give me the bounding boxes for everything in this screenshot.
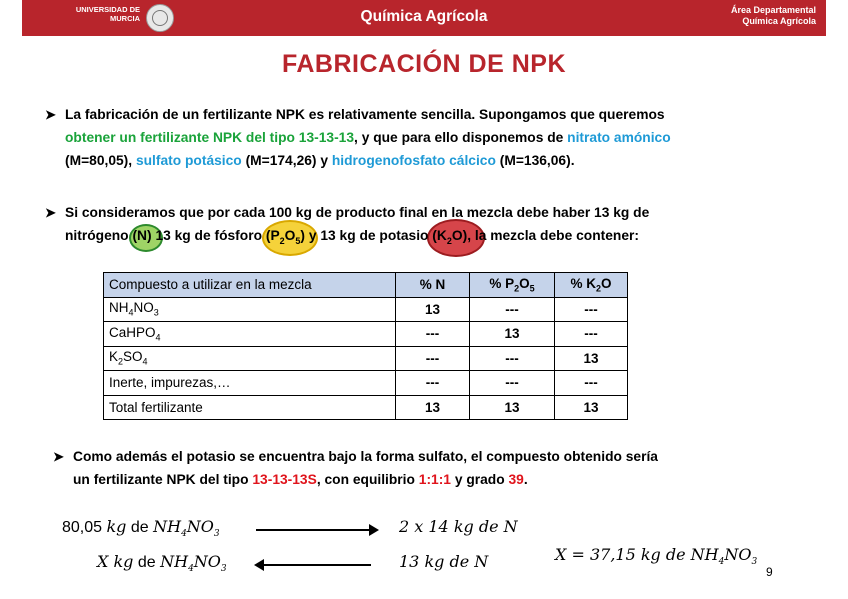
composition-table [103, 272, 628, 420]
text: O [519, 275, 530, 291]
text: NH [153, 517, 182, 536]
text: y 13 kg de potasio [305, 228, 433, 243]
grade-value: 39 [508, 472, 524, 487]
cell-p: --- [470, 371, 555, 396]
nitrogen-symbol: (N) [132, 228, 152, 243]
text: X kg [97, 552, 134, 571]
sulfato-potasico-text: sulfato potásico [135, 153, 242, 168]
subscript: 2 [118, 357, 124, 368]
paragraph-2-line-1 [45, 201, 805, 224]
text: NO [186, 517, 214, 536]
dept-line-1: Área Departamental [730, 5, 816, 15]
text: Como además el potasio se encuentra bajo la forma sulfato, el compuesto obtenido sería [73, 449, 658, 464]
compound-name [104, 297, 396, 322]
left-arrow-icon [262, 564, 371, 566]
cell-p: --- [470, 346, 555, 371]
npk-type-result: 13-13-13S [252, 472, 317, 487]
cell-n: --- [396, 371, 470, 396]
text: (K [432, 228, 447, 243]
text: un fertilizante NPK del tipo [73, 472, 253, 487]
compound-name: Inerte, impurezas,… [104, 371, 396, 396]
subscript: 2 [514, 283, 520, 294]
text: y grado [450, 472, 509, 487]
cell-k: 13 [555, 346, 628, 371]
arrow-head [369, 524, 379, 536]
cell-p: 13 [470, 395, 555, 420]
equilibrium-value: 1:1:1 [418, 472, 451, 487]
compound-name [104, 322, 396, 347]
subscript: 4 [718, 557, 725, 568]
text: kg [106, 517, 127, 536]
text: % P [489, 275, 515, 291]
text: 80,05 [62, 519, 107, 536]
paragraph-3-line-2 [53, 468, 813, 491]
logo-line-1: UNIVERSIDAD DE [75, 5, 140, 14]
table-row [104, 322, 628, 347]
dept-line-2: Química Agrícola [742, 16, 816, 26]
subscript: 3 [153, 308, 159, 319]
page-number: 9 [766, 565, 773, 579]
text: NO [193, 552, 221, 571]
bullet-paragraph-1 [45, 103, 805, 172]
table-row [104, 297, 628, 322]
text: SO [123, 349, 143, 365]
header-p2o5 [470, 273, 555, 298]
text: NH [109, 300, 129, 316]
subscript: 3 [751, 557, 758, 568]
cell-n: 13 [396, 297, 470, 322]
compound-name: Total fertilizante [104, 395, 396, 420]
text: , la mezcla debe contener: [467, 228, 639, 243]
equation-line-1-right: 2 x 14 kg de N [399, 517, 518, 536]
equation-line-2-left [97, 552, 227, 574]
text: (M=80,05), [65, 153, 136, 168]
paragraph-1-line-3 [45, 149, 805, 172]
department-label [731, 5, 816, 27]
logo-line-2: MURCIA [110, 14, 140, 23]
table-row [104, 395, 628, 420]
text: K [109, 349, 119, 365]
subscript: 5 [295, 235, 301, 246]
paragraph-2-line-2 [45, 224, 805, 253]
table-row [104, 346, 628, 371]
text: O) [451, 228, 468, 243]
text: (M=174,26) y [241, 153, 332, 168]
subscript: 4 [188, 564, 194, 575]
text: La fabricación de un fertilizante NPK es relativamente sencilla. Supongamos que queremos [65, 107, 665, 122]
phosphorus-highlight [266, 224, 305, 253]
npk-type-text: obtener un fertilizante NPK del tipo 13-13-13 [65, 130, 355, 145]
hidrogenofosfato-text: hidrogenofosfato cálcico [331, 153, 496, 168]
text: ) [300, 228, 306, 243]
text: (M=136,06). [495, 153, 575, 168]
text: nitrógeno [65, 228, 133, 243]
right-arrow-icon [256, 529, 371, 531]
bullet-paragraph-2 [45, 201, 805, 253]
subscript: 2 [279, 235, 285, 246]
header-bar [22, 0, 826, 36]
subscript: 3 [220, 564, 227, 575]
arrow-head [254, 559, 264, 571]
text: , y que para ello disponemos de [354, 130, 568, 145]
page-title: FABRICACIÓN DE NPK [281, 50, 566, 78]
table-row [104, 371, 628, 396]
header-compuesto: Compuesto a utilizar en la mezcla [104, 273, 396, 298]
text: de [126, 519, 154, 536]
equation-line-1-left [62, 517, 220, 539]
header-n: % N [396, 273, 470, 298]
text: CaHPO [109, 324, 156, 340]
bullet-arrow-icon: ➤ [45, 205, 56, 220]
cell-k: --- [555, 371, 628, 396]
text: NO [724, 545, 752, 564]
compound-name [104, 346, 396, 371]
header-k2o [555, 273, 628, 298]
nitrato-amonico-text: nitrato amónico [567, 130, 671, 145]
cell-n: --- [396, 322, 470, 347]
equation-line-2-right: 13 kg de N [399, 552, 489, 571]
text: , con equilibrio [316, 472, 419, 487]
cell-n: --- [396, 346, 470, 371]
paragraph-1-line-2 [45, 126, 805, 149]
subscript: 2 [595, 283, 601, 294]
paragraph-3-line-1 [53, 445, 813, 468]
cell-k: 13 [555, 395, 628, 420]
text: NH [160, 552, 189, 571]
text: % K [570, 275, 596, 291]
subscript: 4 [181, 529, 187, 540]
subscript: 4 [155, 332, 161, 343]
table-header-row [104, 273, 628, 298]
subscript: 4 [128, 308, 134, 319]
text: de [133, 554, 161, 571]
text: . [523, 472, 528, 487]
bullet-arrow-icon: ➤ [45, 107, 56, 122]
cell-k: --- [555, 322, 628, 347]
cell-p: 13 [470, 322, 555, 347]
text: O [284, 228, 296, 243]
text: (P [265, 228, 280, 243]
subscript: 3 [213, 529, 220, 540]
equation-result [555, 545, 757, 567]
text: NO [133, 300, 154, 316]
text: 13 kg de fósforo [151, 228, 266, 243]
subscript: 2 [446, 235, 452, 246]
cell-k: --- [555, 297, 628, 322]
bullet-paragraph-3 [53, 445, 813, 491]
bullet-arrow-icon: ➤ [53, 449, 64, 464]
subscript: 4 [142, 357, 148, 368]
cell-n: 13 [396, 395, 470, 420]
paragraph-1-line-1 [45, 103, 805, 126]
cell-p: --- [470, 297, 555, 322]
text: X = 37,15 kg de NH [555, 545, 719, 564]
text: Si consideramos que por cada 100 kg de producto final en la mezcla debe haber 13 kg de [65, 205, 650, 220]
course-title: Química Agrícola [360, 8, 488, 25]
potassium-highlight [432, 224, 467, 253]
text: O [601, 275, 612, 291]
subscript: 5 [529, 283, 535, 294]
nitrogen-highlight [132, 224, 151, 247]
